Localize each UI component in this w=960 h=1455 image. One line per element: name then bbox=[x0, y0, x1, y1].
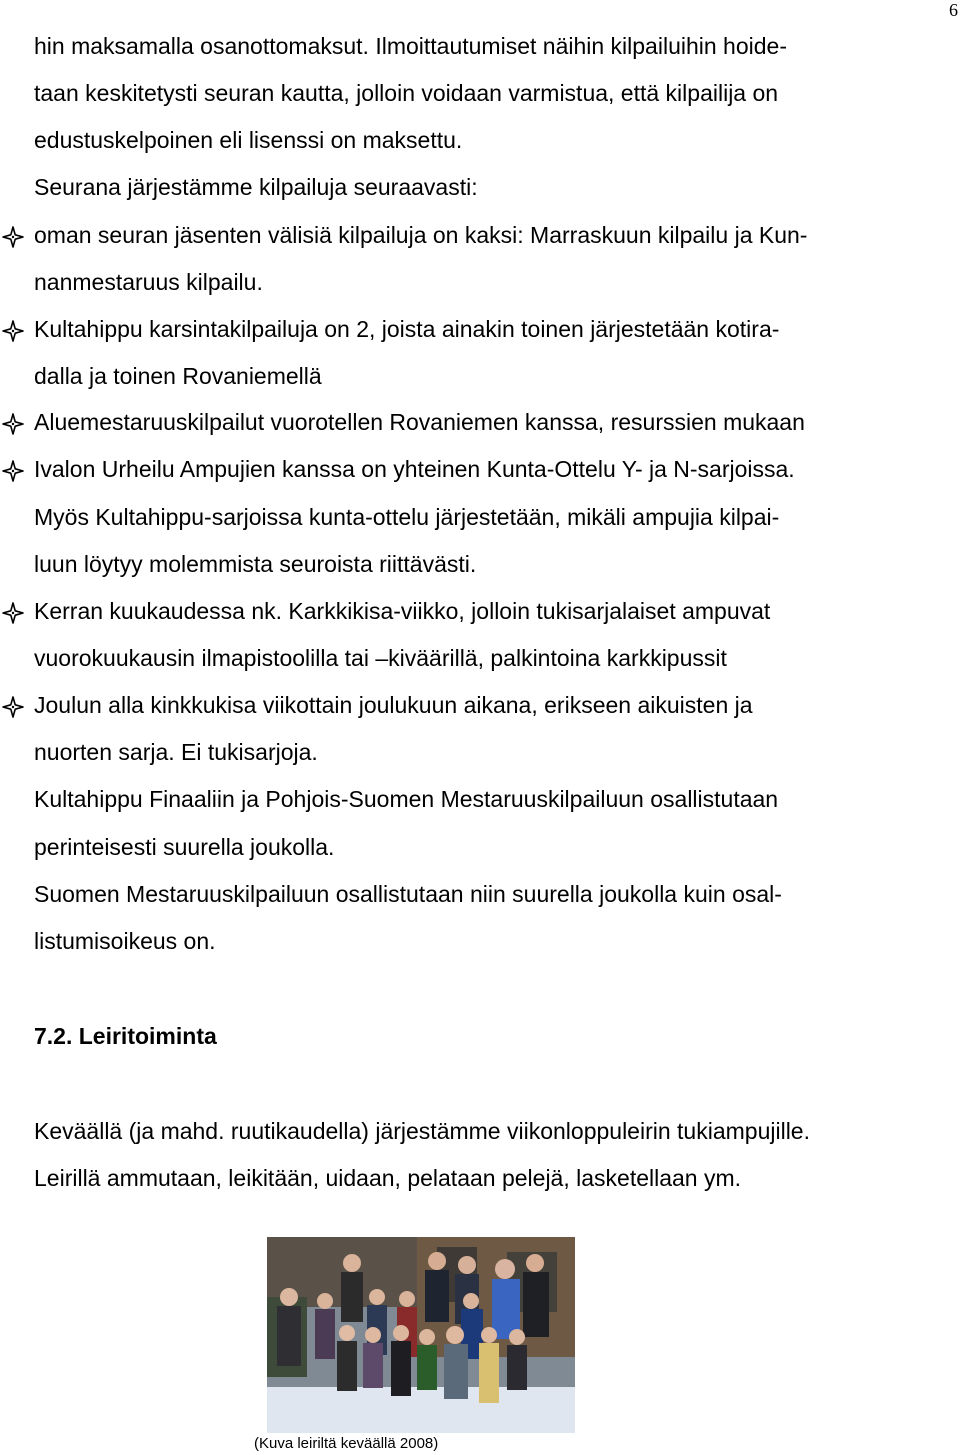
bullet-text: Ivalon Urheilu Ampujien kanssa on yhteinen Kunta-Ottelu Y- ja N-sarjoissa. bbox=[34, 456, 795, 482]
diamond-bullet-icon bbox=[2, 460, 24, 482]
text-line: Leirillä ammutaan, leikitään, uidaan, pelataan pelejä, lasketellaan ym. bbox=[34, 1165, 742, 1191]
bullet-text: nuorten sarja. Ei tukisarjoja. bbox=[34, 739, 318, 765]
text-line: taan keskitetysti seuran kautta, jolloin voidaan varmistua, että kilpailija on bbox=[34, 80, 779, 106]
bullet-text: vuorokuukausin ilmapistoolilla tai –kiväärillä, palkintoina karkkipussit bbox=[34, 645, 727, 671]
text-line: listumisoikeus on. bbox=[34, 928, 216, 954]
text-line: Keväällä (ja mahd. ruutikaudella) järjestämme viikonloppuleirin tukiampujille. bbox=[34, 1118, 810, 1144]
text-line: hin maksamalla osanottomaksut. Ilmoittautumiset näihin kilpailuihin hoide- bbox=[34, 33, 787, 59]
text-line: Kultahippu Finaaliin ja Pohjois-Suomen Mestaruuskilpailuun osallistutaan bbox=[34, 786, 779, 812]
bullet-text: Myös Kultahippu-sarjoissa kunta-ottelu järjestetään, mikäli ampujia kilpai- bbox=[34, 504, 780, 530]
bullet-text: dalla ja toinen Rovaniemellä bbox=[34, 363, 322, 389]
diamond-bullet-icon bbox=[2, 602, 24, 624]
diamond-bullet-icon bbox=[2, 696, 24, 718]
text-line: Seurana järjestämme kilpailuja seuraavasti: bbox=[34, 174, 478, 200]
page-number: 6 bbox=[949, 0, 958, 20]
group-photo bbox=[267, 1237, 575, 1433]
bullet-text: Kerran kuukaudessa nk. Karkkikisa-viikko, jolloin tukisarjalaiset ampuvat bbox=[34, 598, 771, 624]
bullet-text: Joulun alla kinkkukisa viikottain joulukuun aikana, erikseen aikuisten ja bbox=[34, 692, 753, 718]
bullet-text: Aluemestaruuskilpailut vuorotellen Rovaniemen kanssa, resurssien mukaan bbox=[34, 409, 805, 435]
bullet-text: luun löytyy molemmista seuroista riittävästi. bbox=[34, 551, 477, 577]
bullet-text: oman seuran jäsenten välisiä kilpailuja on kaksi: Marraskuun kilpailu ja Kun- bbox=[34, 222, 808, 248]
figure-caption: (Kuva leiriltä keväällä 2008) bbox=[254, 1435, 439, 1452]
text-line: Suomen Mestaruuskilpailuun osallistutaan niin suurella joukolla kuin osal- bbox=[34, 881, 782, 907]
diamond-bullet-icon bbox=[2, 413, 24, 435]
section-heading: 7.2. Leiritoiminta bbox=[34, 1023, 217, 1049]
text-line: edustuskelpoinen eli lisenssi on maksettu. bbox=[34, 127, 463, 153]
text-line: perinteisesti suurella joukolla. bbox=[34, 834, 335, 860]
diamond-bullet-icon bbox=[2, 320, 24, 342]
diamond-bullet-icon bbox=[2, 226, 24, 248]
bullet-text: nanmestaruus kilpailu. bbox=[34, 269, 263, 295]
group-photo-illustration bbox=[267, 1237, 575, 1433]
bullet-text: Kultahippu karsintakilpailuja on 2, joista ainakin toinen järjestetään kotira- bbox=[34, 316, 780, 342]
